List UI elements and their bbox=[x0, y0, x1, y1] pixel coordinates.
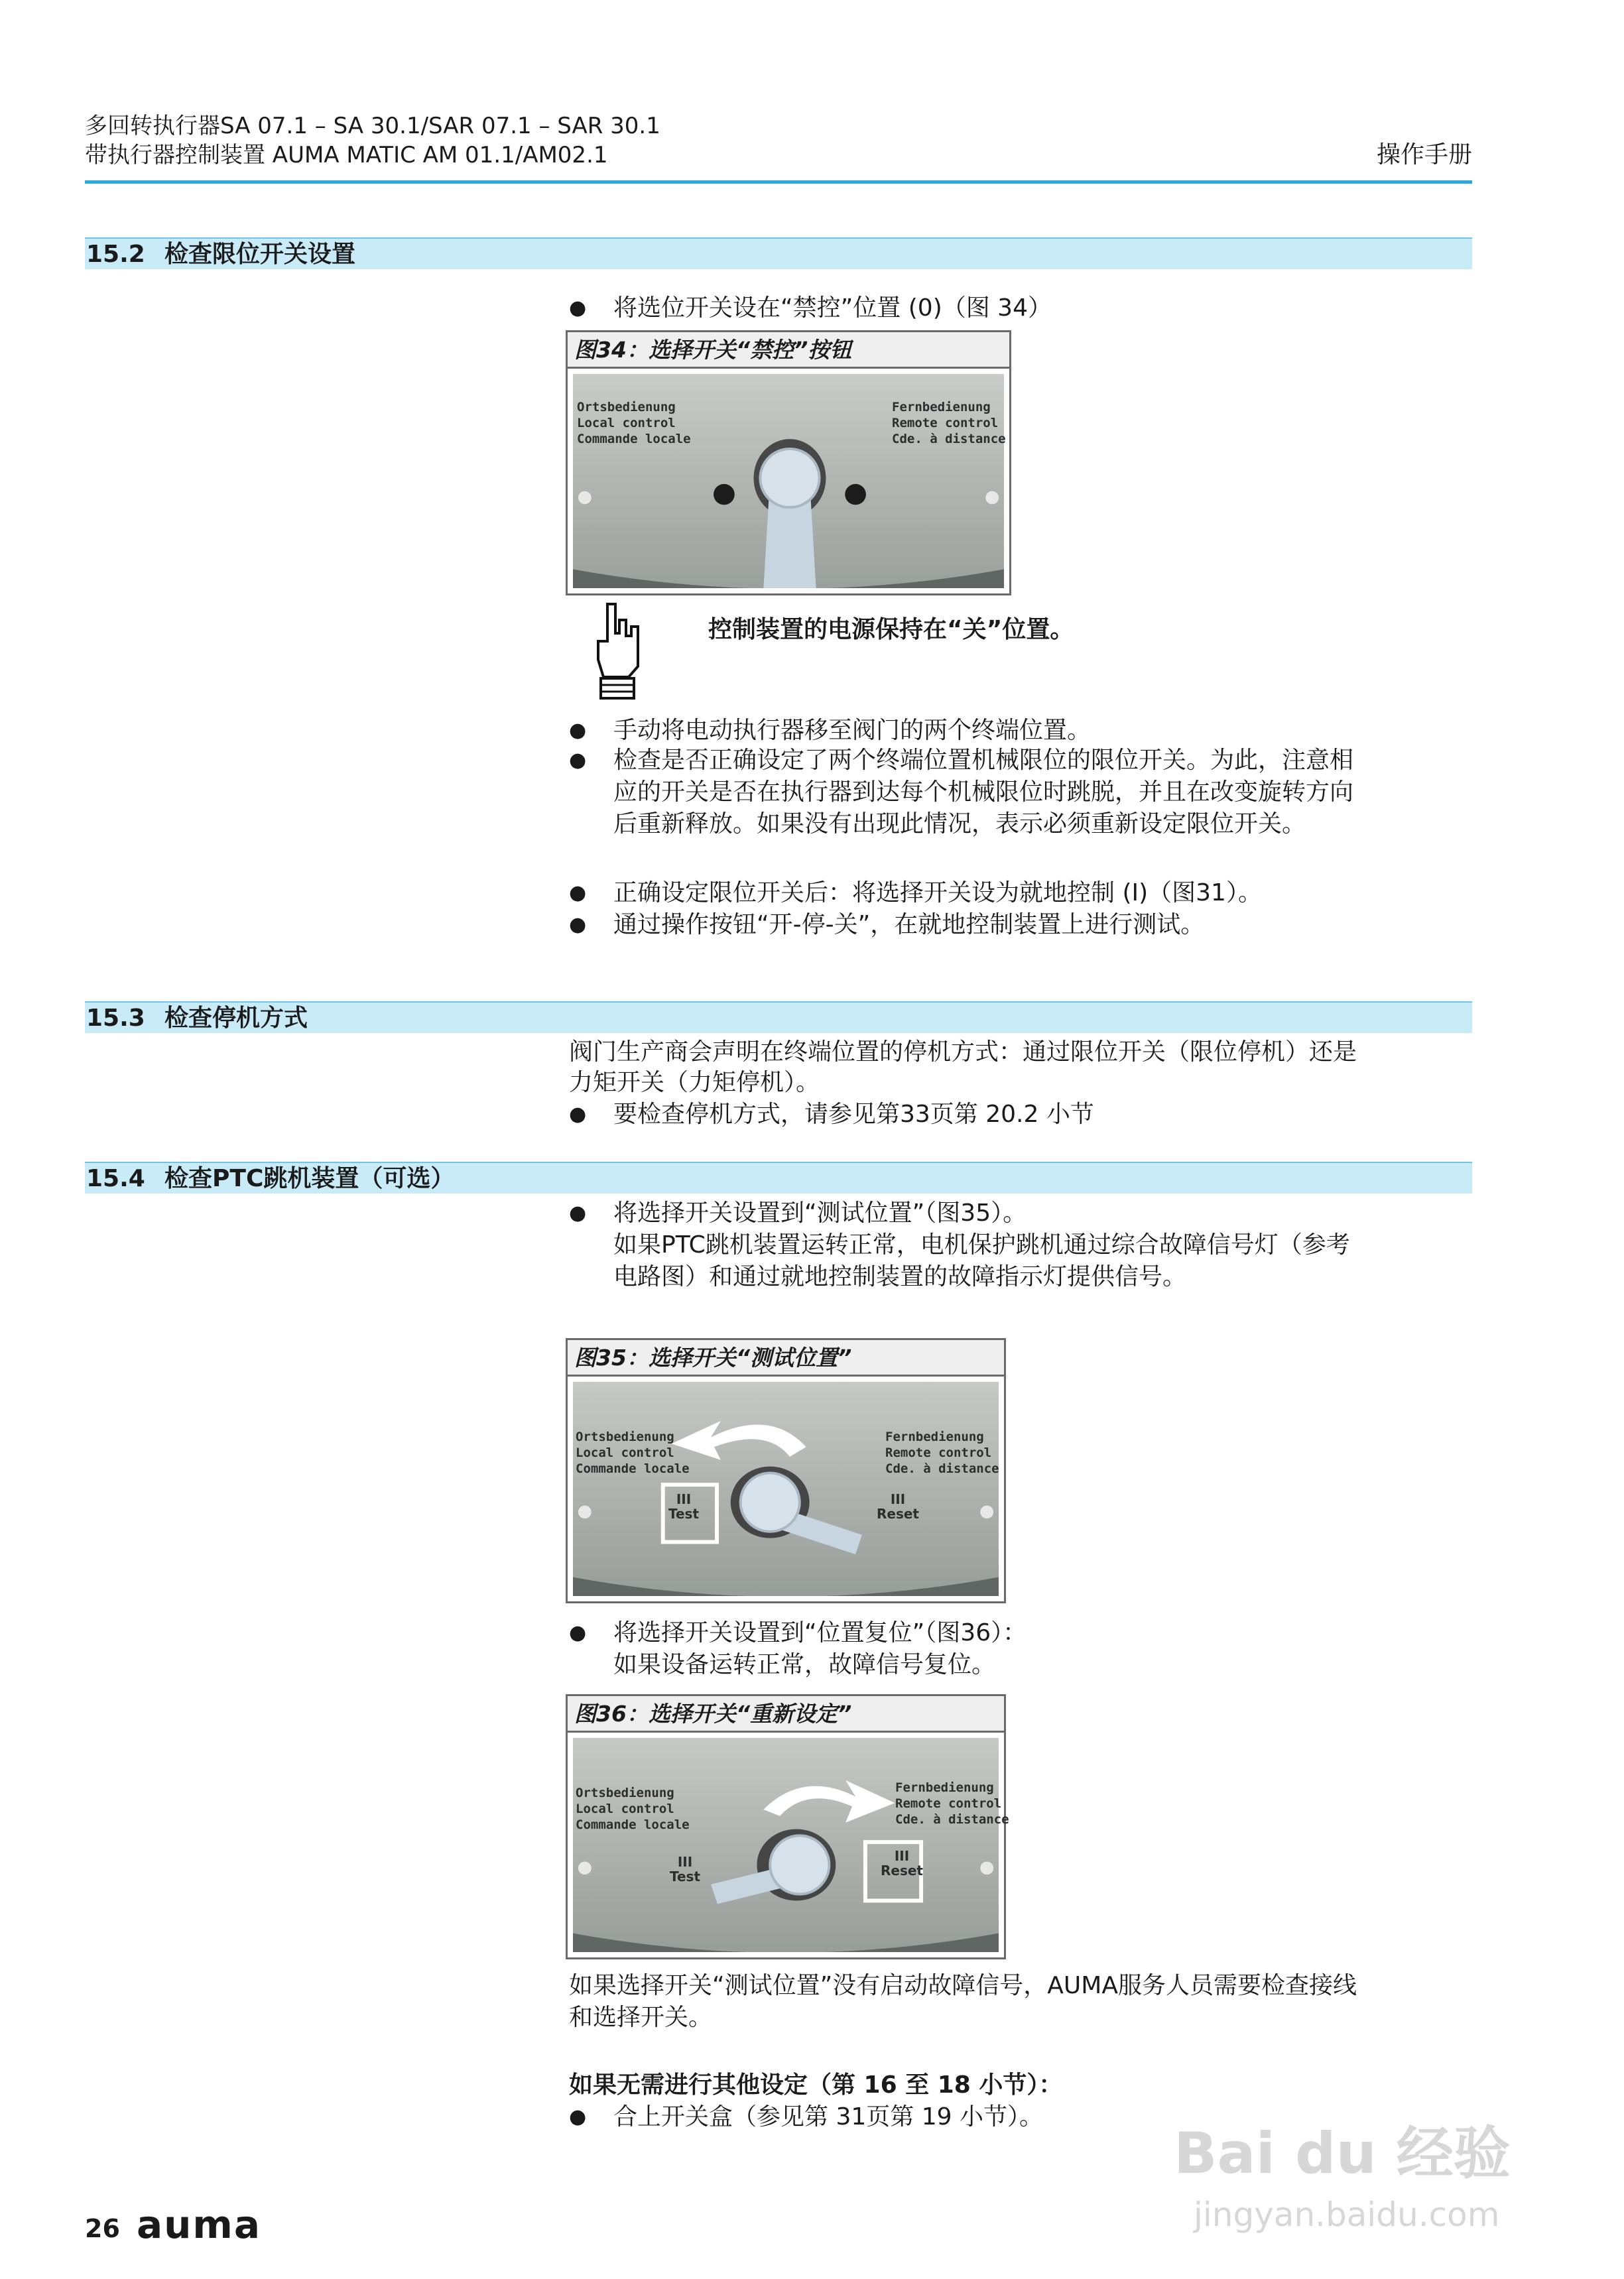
figure-36-remote-label: Fernbedienung Remote control Cde. à distance bbox=[895, 1780, 1009, 1827]
bullet-test-position-line2: 如果PTC跳机装置运转正常，电机保护跳机通过综合故障信号灯（参考 bbox=[613, 1231, 1350, 1259]
bullet-see-section: 要检查停机方式，请参见第33页第 20.2 小节 bbox=[613, 1101, 1094, 1128]
figure-34-local-label: Ortsbedienung Local control Commande locale bbox=[577, 400, 691, 446]
bullet-check-limit-line3: 后重新释放。如果没有出现此情况，表示必须重新设定限位开关。 bbox=[613, 810, 1306, 837]
bullet-check-limit-line2: 应的开关是否在执行器到达每个机械限位时跳脱，并且在改变旋转方向 bbox=[613, 778, 1354, 806]
header-manual-label: 操作手册 bbox=[1376, 141, 1472, 168]
bullet-move-actuator: 手动将电动执行器移至阀门的两个终端位置。 bbox=[613, 717, 1092, 744]
bullet-test-buttons: 通过操作按钮“开-停-关”，在就地控制装置上进行测试。 bbox=[613, 911, 1205, 938]
bullet-set-local: 正确设定限位开关后：将选择开关设为就地控制 (I)（图31）。 bbox=[613, 879, 1262, 906]
section-number: 15.3 bbox=[86, 1005, 145, 1032]
paragraph-service-line1: 如果选择开关“测试位置”没有启动故障信号，AUMA服务人员需要检查接线 bbox=[569, 1972, 1357, 1999]
section-title: 检查限位开关设置 bbox=[164, 241, 356, 268]
figure-36-reset-label: III Reset bbox=[881, 1848, 923, 1879]
header-title-line2: 带执行器控制装置 AUMA MATIC AM 01.1/AM02.1 bbox=[85, 142, 608, 168]
figure-36-local-label: Ortsbedienung Local control Commande locale bbox=[576, 1786, 690, 1832]
bullet-test-position-line1: 将选择开关设置到“测试位置”（图35）。 bbox=[613, 1200, 1027, 1227]
figure-35-reset-label: III Reset bbox=[877, 1491, 919, 1522]
bullet-check-limit-line1: 检查是否正确设定了两个终端位置机械限位的限位开关。为此，注意相 bbox=[613, 747, 1354, 774]
paragraph-stop-mode-line1: 阀门生产商会声明在终端位置的停机方式：通过限位开关（限位停机）还是 bbox=[569, 1038, 1357, 1066]
bullet-test-position-line3: 电路图）和通过就地控制装置的故障指示灯提供信号。 bbox=[613, 1263, 1187, 1290]
section-15-2-heading bbox=[85, 237, 1472, 269]
auma-logo: auma bbox=[137, 2202, 262, 2247]
section-number: 15.4 bbox=[86, 1165, 145, 1192]
section-title: 检查PTC跳机装置（可选） bbox=[164, 1165, 455, 1192]
section-15-4-heading bbox=[85, 1162, 1472, 1194]
paragraph-stop-mode-line2: 力矩开关（力矩停机）。 bbox=[569, 1069, 820, 1096]
paragraph-service-line2: 和选择开关。 bbox=[569, 2004, 713, 2031]
page-number: 26 bbox=[85, 2214, 120, 2243]
figure-36-image bbox=[566, 1731, 1006, 1959]
baidu-watermark-url: jingyan.baidu.com bbox=[1194, 2195, 1500, 2234]
figure-34-remote-label: Fernbedienung Remote control Cde. à distance bbox=[892, 400, 1006, 446]
bullet-reset-line2: 如果设备运转正常，故障信号复位。 bbox=[613, 1651, 996, 1678]
bullet-selector-off: 将选位开关设在“禁控”位置 (0)（图 34） bbox=[613, 294, 1052, 322]
figure-36-caption: 图36：选择开关“重新设定” bbox=[566, 1694, 1006, 1733]
section-15-3-heading bbox=[85, 1001, 1472, 1033]
figure-35-local-label: Ortsbedienung Local control Commande locale bbox=[576, 1430, 690, 1476]
pointing-hand-icon bbox=[589, 600, 645, 701]
paragraph-no-further-settings: 如果无需进行其他设定（第 16 至 18 小节）： bbox=[569, 2071, 1063, 2099]
baidu-watermark-logo: Bai du 经验 bbox=[1174, 2121, 1511, 2187]
figure-35-caption: 图35：选择开关“测试位置” bbox=[566, 1338, 1006, 1377]
section-number: 15.2 bbox=[86, 241, 145, 268]
bullet-close-switch-box: 合上开关盒（参见第 31页第 19 小节）。 bbox=[613, 2103, 1043, 2130]
figure-35-remote-label: Fernbedienung Remote control Cde. à distance bbox=[885, 1430, 999, 1476]
header-divider bbox=[85, 180, 1472, 184]
figure-36-test-label: III Test bbox=[670, 1854, 701, 1884]
figure-35-image bbox=[566, 1375, 1006, 1603]
note-power-off: 控制装置的电源保持在“关”位置。 bbox=[708, 616, 1074, 643]
header-title-line1: 多回转执行器SA 07.1 – SA 30.1/SAR 07.1 – SAR 30.1 bbox=[85, 113, 660, 139]
bullet-reset-line1: 将选择开关设置到“位置复位”（图36）： bbox=[613, 1619, 1027, 1646]
section-title: 检查停机方式 bbox=[164, 1005, 308, 1032]
figure-35-test-label: III Test bbox=[668, 1491, 700, 1522]
figure-34-caption: 图34：选择开关“禁控”按钮 bbox=[566, 330, 1011, 369]
